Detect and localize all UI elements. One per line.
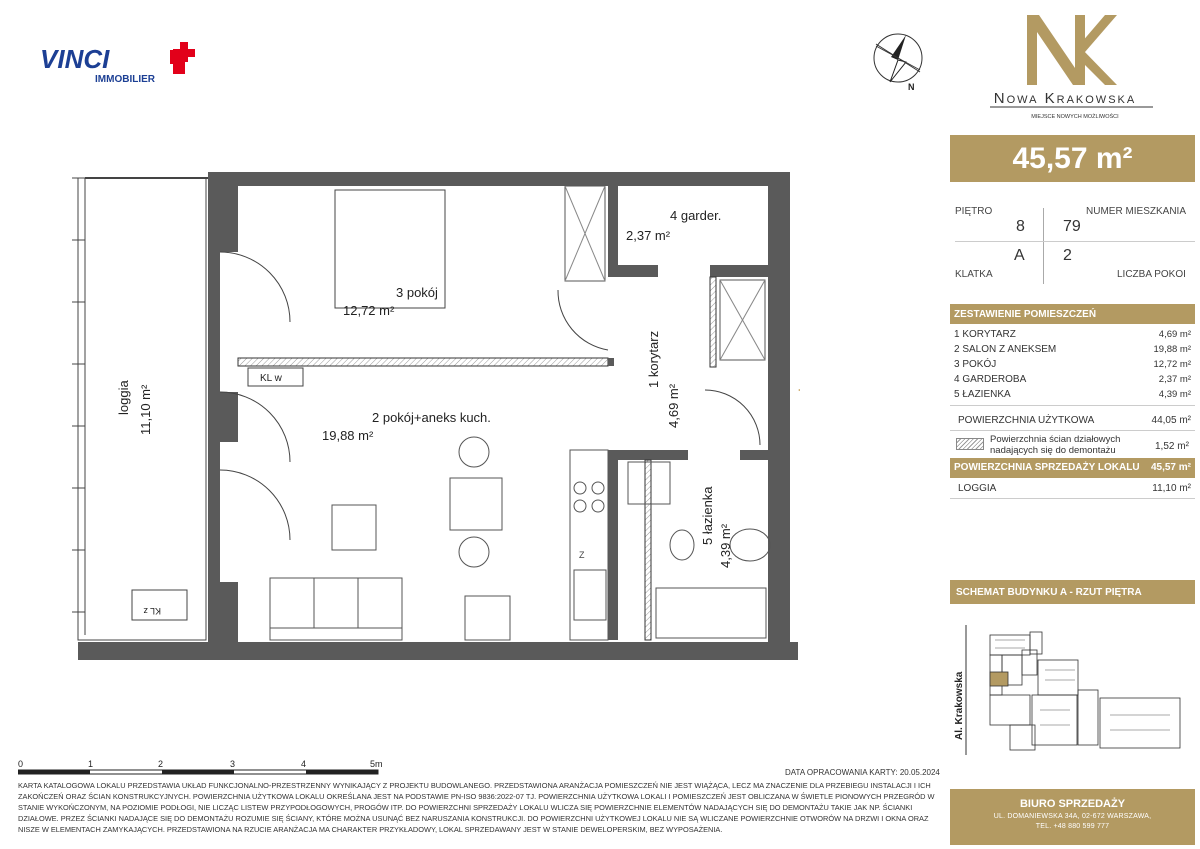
- list-item: 3 POKÓJ 12,72 m²: [954, 359, 1191, 370]
- stair-label: KLATKA: [955, 269, 993, 280]
- room4-area: 2,37 m²: [626, 228, 671, 243]
- vinci-cross-icon: [170, 42, 195, 74]
- room3-area: 12,72 m²: [343, 303, 395, 318]
- floor-plan: [60, 160, 800, 660]
- room3-name: 3 pokój: [396, 285, 438, 300]
- current-apartment-marker: [990, 672, 1008, 686]
- loggia-area: 11,10 m²: [138, 384, 153, 435]
- hatch-legend-icon: [956, 438, 984, 450]
- svg-text:5m: 5m: [370, 759, 383, 769]
- nk-monogram-icon: [1027, 15, 1117, 85]
- street-label: Al. Krakowska: [954, 671, 965, 740]
- room5-name: 5 łazienka: [700, 486, 715, 545]
- project-tagline: MIEJSCE NOWYCH MOŻLIWOŚCI: [1031, 114, 1119, 120]
- building-schema-title: SCHEMAT BUDYNKU A - RZUT PIĘTRA: [950, 580, 1195, 604]
- disclaimer-text: KARTA KATALOGOWA LOKALU PRZEDSTAWIA UKŁAD FUNKCJONALNO-PRZESTRZENNY WYNIKAJĄCY Z PROJEKTU BUDOWLANEGO. PRZEDSTAWIONA ARANŻACJA POMIESZCZEŃ NIE JEST WIĄŻĄCA, LECZ MA ZNACZENIE DLA PRZEBIEGU INSTALACJI I ICH ZAKOŃCZEŃ ORAZ ŚCIAN KONSTRUKCYJNYCH. POWIERZCHNIA UŻYTKOWA LOKALU OKREŚLANA JEST NA PODSTAWIE PN-ISO 9836:2022-07 TJ. POWIERZCHNIA UŻYTKOWA LOKALI I POMIESZCZEŃ JEST OBLICZANA W ŚWIETLE PIONOWYCH PRZEGRÓD W STANIE WYKOŃCZONYM, NA POZIOMIE PODŁOGI, NIE LICZĄC LISTEW PRZYPODŁOGOWYCH, PROGÓW ITP. DO POWIERZCHNI SPRZEDAŻY LOKALU WLICZA SIĘ POWIERZCHNIE ELEMENTÓW NADAJĄCYCH SIĘ DO DEMONTAŻU TAKIE JAK NP. ŚCIANKI DZIAŁOWE. PRZEZ ŚCIANKI NADAJĄCE SIĘ DO DEMONTAŻU ROZUMIE SIĘ ŚCIANY, KTÓRE MOŻNA USUNĄĆ BEZ NARUSZANIA KONSTRUKCJI. DO POWIERZCHNI UŻYTKOWEJ LOKALU NIE SĄ WLICZANE POWIERZCHNIE OTWORÓW NA DRZWI I OKNA ORAZ NISZE W ELEMENTACH ZAMYKAJĄCYCH. PRZEDSTAWIONA NA RZUCIE ARANŻACJA MA CHARAKTER PRZYKŁADOWY, LOKAL SPRZEDAWANY JEST W STANIE DEWELOPERSKIM, BEZ WYPOSAŻENIA.: [18, 781, 935, 834]
- usable-area-row: POWIERZCHNIA UŻYTKOWA 44,05 m²: [958, 415, 1191, 426]
- room2-name: 2 pokój+aneks kuch.: [372, 410, 491, 425]
- rooms-count-label: LICZBA POKOI: [1117, 269, 1186, 280]
- vinci-logo: [40, 40, 210, 90]
- svg-text:4: 4: [301, 759, 307, 769]
- svg-text:2: 2: [158, 759, 164, 769]
- svg-text:1: 1: [88, 759, 94, 769]
- z-mark: Z: [579, 550, 585, 560]
- room2-area: 19,88 m²: [322, 428, 374, 443]
- room1-area: 4,69 m²: [666, 383, 681, 428]
- sales-office-title: BIURO SPRZEDAŻY: [1019, 798, 1126, 810]
- total-area-badge: 45,57 m²: [950, 135, 1195, 182]
- kl-z-label: KL z: [143, 606, 161, 616]
- scale-bar: [18, 758, 388, 778]
- floor-label: PIĘTRO: [955, 206, 993, 217]
- rooms-count-value: 2: [1063, 247, 1072, 264]
- room1-name: 1 korytarz: [646, 330, 661, 388]
- project-name: Nowa Krakowska: [993, 90, 1137, 107]
- apartment-number-value: 79: [1063, 218, 1081, 235]
- vinci-wordmark: VINCI: [40, 44, 110, 74]
- apartment-number-label: NUMER MIESZKANIA: [1086, 206, 1187, 217]
- list-item: 5 ŁAZIENKA 4,39 m²: [954, 389, 1191, 400]
- sale-area-row: POWIERZCHNIA SPRZEDAŻY LOKALU 45,57 m²: [950, 458, 1195, 478]
- north-compass-icon: [868, 30, 928, 92]
- walls-value: 1,52 m²: [1155, 441, 1189, 452]
- kl-w-label: KL w: [260, 373, 282, 384]
- building-schema: [950, 620, 1195, 760]
- rooms-summary-title: ZESTAWIENIE POMIESZCZEŃ: [950, 304, 1195, 324]
- entrance-marker-icon: [798, 382, 800, 400]
- sales-office-box: [950, 789, 1195, 845]
- svg-text:0: 0: [18, 759, 24, 769]
- sales-office-address: UL. DOMANIEWSKA 34A, 02-672 WARSZAWA,: [993, 813, 1152, 820]
- stair-value: A: [1014, 247, 1025, 264]
- svg-text:3: 3: [230, 759, 236, 769]
- nowa-krakowska-logo: [965, 10, 1165, 125]
- walls-label: Powierzchnia ścian działowych nadających się do demontażu: [990, 434, 1121, 456]
- loggia-name: loggia: [116, 380, 131, 415]
- north-label: N: [908, 82, 915, 92]
- list-item: 1 KORYTARZ 4,69 m²: [954, 329, 1191, 340]
- room5-area: 4,39 m²: [718, 523, 733, 568]
- card-date: DATA OPRACOWANIA KARTY: 20.05.2024: [785, 768, 940, 777]
- list-item: 2 SALON Z ANEKSEM 19,88 m²: [954, 344, 1191, 355]
- list-item: 4 GARDEROBA 2,37 m²: [954, 374, 1191, 385]
- furniture: [270, 437, 770, 640]
- room4-name: 4 garder.: [670, 208, 722, 223]
- immobilier-label: IMMOBILIER: [95, 74, 155, 85]
- rooms-summary-list: [954, 329, 1191, 404]
- loggia-row: LOGGIA 11,10 m²: [958, 483, 1191, 494]
- sales-office-phone: TEL. +48 880 599 777: [1035, 823, 1110, 830]
- floor-value: 8: [1016, 218, 1025, 235]
